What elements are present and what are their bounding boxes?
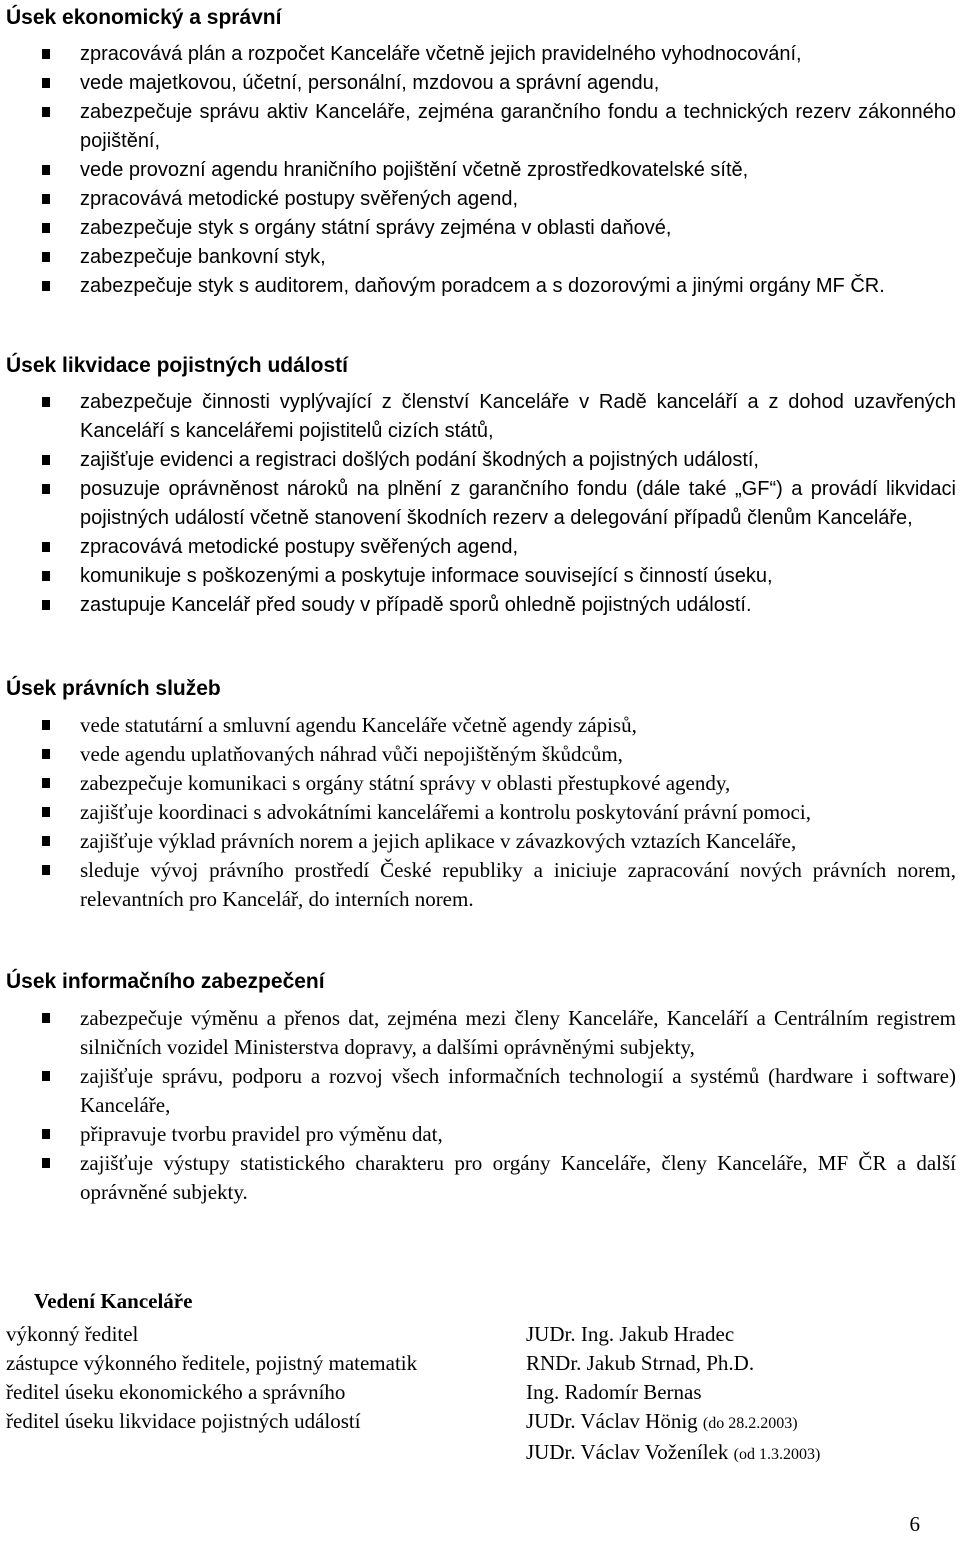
square-bullet-icon [42,807,50,817]
person-name: JUDr. Václav Voženílek [526,1440,729,1464]
list-item-text: komunikuje s poškozenými a poskytuje informace související s činností úseku, [80,565,773,587]
list-item [6,214,956,243]
list-item-text: zpracovává metodické postupy svěřených agend, [80,536,519,558]
list-item-text: vede agendu uplatňovaných náhrad vůči nepojištěným škůdcům, [80,742,623,766]
management-row [6,1349,956,1378]
list-item [6,156,956,185]
section-title: Úsek ekonomický a správní [6,6,282,29]
person-name-cell [526,1407,956,1438]
section-claims [6,352,956,620]
list-item-text: posuzuje oprávněnost nároků na plnění z garančního fondu (dále také „GF“) a provádí likvidaci pojistných událostí včetně stanovení škodních rezerv a delegování případů členům Kanceláře, [80,478,956,529]
section-title: Úsek likvidace pojistných událostí [6,354,348,377]
date-note: (do 28.2.2003) [702,1415,798,1432]
section-economic [6,4,956,301]
list-item [6,1120,956,1149]
management-title: Vedení Kanceláře [34,1289,193,1313]
person-name: JUDr. Ing. Jakub Hradec [526,1322,735,1346]
list-item [6,562,956,591]
list-item-text: zabezpečuje správu aktiv Kanceláře, zejména garančního fondu a technických rezerv zákonného pojištění, [80,101,956,152]
square-bullet-icon [42,542,50,552]
management-row [6,1378,956,1407]
list-item [6,1004,956,1062]
square-bullet-icon [42,778,50,788]
person-name-cell [526,1320,956,1349]
person-name-cell [526,1438,956,1469]
list-item [6,272,956,301]
square-bullet-icon [42,749,50,759]
square-bullet-icon [42,49,50,59]
list-item [6,740,956,769]
list-item-text: připravuje tvorbu pravidel pro výměnu dat, [80,1122,443,1146]
square-bullet-icon [42,165,50,175]
item-list [6,1004,956,1207]
list-item-text: zabezpečuje činnosti vyplývající z členství Kanceláře v Radě kanceláří a z dohod uzavřených Kanceláří s kancelářemi pojistitelů cizích států, [80,391,956,442]
list-item [6,769,956,798]
person-name: JUDr. Václav Hönig [526,1409,698,1433]
square-bullet-icon [42,397,50,407]
section-title: Úsek informačního zabezpečení [6,970,325,993]
list-item-text: zabezpečuje styk s auditorem, daňovým poradcem a s dozorovými a jinými orgány MF ČR. [80,275,885,297]
role-label: výkonný ředitel [6,1322,139,1346]
list-item [6,388,956,446]
list-item [6,591,956,620]
list-item [6,1149,956,1207]
section-it [6,968,956,1207]
role-label: ředitel úseku likvidace pojistných událostí [6,1409,361,1433]
list-item-text: zabezpečuje výměnu a přenos dat, zejména mezi členy Kanceláře, Kanceláří a Centrálním registrem silničních vozidel Ministerstva dopravy, a dalšími oprávněnými subjekty, [80,1006,956,1059]
list-item [6,69,956,98]
list-item [6,798,956,827]
square-bullet-icon [42,1129,50,1139]
list-item [6,446,956,475]
list-item [6,827,956,856]
management-block [6,1284,956,1469]
item-list [6,388,956,620]
list-item [6,185,956,214]
square-bullet-icon [42,571,50,581]
person-name: Ing. Radomír Bernas [526,1380,702,1404]
date-note: (od 1.3.2003) [733,1446,821,1463]
list-item [6,243,956,272]
person-name-cell [526,1349,956,1378]
list-item [6,1062,956,1120]
list-item-text: zpracovává plán a rozpočet Kanceláře včetně jejich pravidelného vyhodnocování, [80,43,802,65]
list-item-text: zajišťuje koordinaci s advokátními kancelářemi a kontrolu poskytování právní pomoci, [80,800,811,824]
list-item-text: zajišťuje správu, podporu a rozvoj všech informačních technologií a systémů (hardware i software) Kanceláře, [80,1064,956,1117]
square-bullet-icon [42,252,50,262]
list-item-text: zastupuje Kancelář před soudy v případě sporů ohledně pojistných událostí. [80,594,752,616]
list-item-text: zajišťuje výklad právních norem a jejich aplikace v závazkových vztazích Kanceláře, [80,829,797,853]
list-item [6,533,956,562]
square-bullet-icon [42,1158,50,1168]
section-legal [6,675,956,914]
list-item [6,475,956,533]
square-bullet-icon [42,78,50,88]
person-name: RNDr. Jakub Strnad, Ph.D. [526,1351,755,1375]
square-bullet-icon [42,484,50,494]
square-bullet-icon [42,281,50,291]
square-bullet-icon [42,865,50,875]
square-bullet-icon [42,223,50,233]
list-item [6,711,956,740]
list-item [6,856,956,914]
list-item-text: zabezpečuje styk s orgány státní správy zejména v oblasti daňové, [80,217,672,239]
management-row [6,1320,956,1349]
square-bullet-icon [42,836,50,846]
section-title: Úsek právních služeb [6,677,221,700]
list-item-text: zajišťuje evidenci a registraci došlých podání škodných a pojistných událostí, [80,449,759,471]
list-item-text: zabezpečuje bankovní styk, [80,246,326,268]
list-item-text: vede statutární a smluvní agendu Kanceláře včetně agendy zápisů, [80,713,637,737]
square-bullet-icon [42,455,50,465]
management-row [6,1438,956,1469]
square-bullet-icon [42,107,50,117]
list-item-text: vede provozní agendu hraničního pojištění včetně zprostředkovatelské sítě, [80,159,749,181]
person-name-cell [526,1378,956,1407]
list-item-text: sleduje vývoj právního prostředí České republiky a iniciuje zapracování nových právních norem, relevantních pro Kancelář, do interních norem. [80,858,956,911]
list-item-text: zpracovává metodické postupy svěřených agend, [80,188,519,210]
list-item [6,40,956,69]
square-bullet-icon [42,194,50,204]
role-label [6,1438,526,1469]
list-item [6,98,956,156]
role-label: zástupce výkonného ředitele, pojistný matematik [6,1351,418,1375]
page-number: 6 [909,1512,920,1536]
list-item-text: zabezpečuje komunikaci s orgány státní správy v oblasti přestupkové agendy, [80,771,731,795]
square-bullet-icon [42,1071,50,1081]
role-label: ředitel úseku ekonomického a správního [6,1380,346,1404]
square-bullet-icon [42,1013,50,1023]
item-list [6,711,956,914]
management-rows [6,1320,956,1469]
list-item-text: vede majetkovou, účetní, personální, mzdovou a správní agendu, [80,72,660,94]
square-bullet-icon [42,600,50,610]
item-list [6,40,956,301]
management-row [6,1407,956,1438]
list-item-text: zajišťuje výstupy statistického charakteru pro orgány Kanceláře, členy Kanceláře, MF ČR a další oprávněné subjekty. [80,1151,956,1204]
square-bullet-icon [42,720,50,730]
